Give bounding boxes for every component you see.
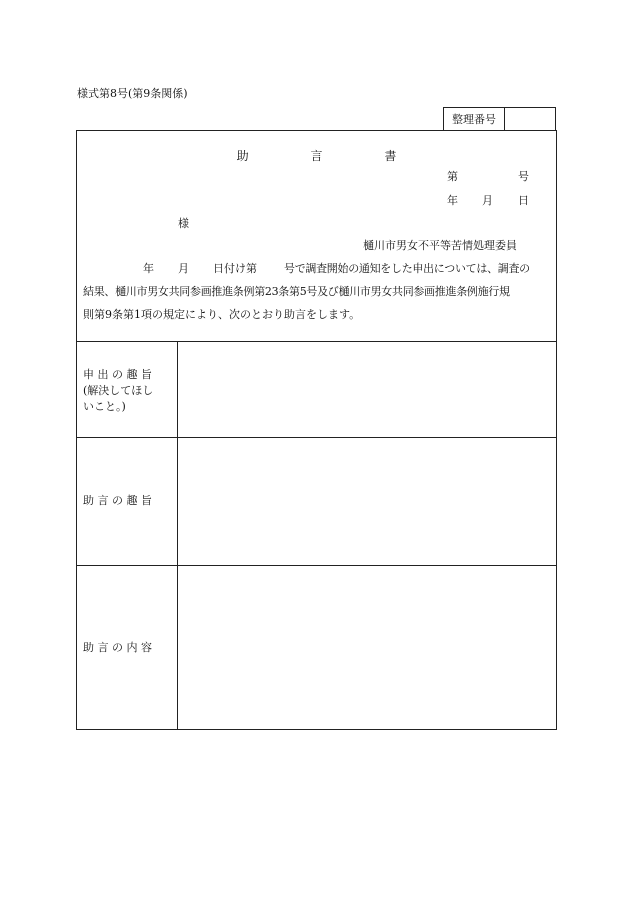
body-month: 月: [178, 262, 189, 275]
form-number-label: 様式第8号(第9条関係): [77, 87, 188, 100]
title-char-3: 書: [384, 149, 397, 163]
sender-name: 樋川市男女不平等苦情処理委員: [363, 239, 517, 252]
body-date-text: 日付け第: [213, 262, 257, 275]
title-char-1: 助: [236, 149, 249, 163]
reference-number-field[interactable]: [505, 108, 555, 130]
date-month: 月: [482, 194, 493, 207]
advice-content-field[interactable]: [178, 566, 557, 729]
row-label-request-purpose: 申 出 の 趣 旨 (解決してほし いこと。): [83, 368, 154, 413]
body-line-2: 結果、樋川市男女共同参画推進条例第23条第5号及び樋川市男女共同参画推進条例施行規: [83, 285, 510, 298]
addressee-suffix: 様: [178, 217, 189, 230]
body-line-3: 則第9条第1項の規定により、次のとおり助言をします。: [83, 308, 361, 321]
advice-form-frame: [76, 130, 557, 730]
number-prefix: 第: [447, 170, 458, 183]
title-char-2: 言: [310, 149, 323, 163]
body-text: [83, 257, 553, 326]
advice-purpose-field[interactable]: [178, 438, 557, 565]
row-label-advice-purpose: 助 言 の 趣 旨: [83, 494, 152, 507]
reference-number-box: [443, 107, 556, 130]
document-title: [77, 147, 556, 164]
number-suffix: 号: [518, 170, 529, 183]
request-purpose-field[interactable]: [178, 342, 557, 437]
body-line-1: 号で調査開始の通知をした申出については、調査の: [284, 262, 530, 275]
reference-number-label: 整理番号: [444, 108, 505, 130]
body-year: 年: [143, 262, 154, 275]
date-year: 年: [447, 194, 458, 207]
date-day: 日: [518, 194, 529, 207]
row-label-advice-content: 助 言 の 内 容: [83, 641, 152, 654]
